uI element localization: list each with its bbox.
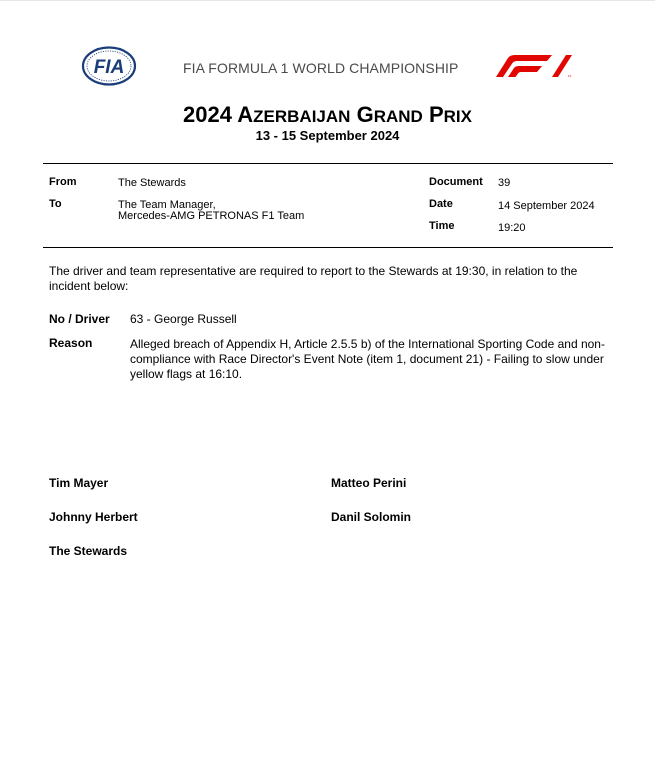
event-title xyxy=(0,102,655,128)
reason-label: Reason xyxy=(49,336,93,350)
signature-left-3: The Stewards xyxy=(49,544,128,558)
fia-logo-icon xyxy=(81,46,137,86)
driver-value: 63 - George Russell xyxy=(130,312,237,326)
signature-left-2: Johnny Herbert xyxy=(49,510,138,524)
time-value: 19:20 xyxy=(498,222,526,234)
to-label: To xyxy=(49,198,62,210)
to-value-line2: Mercedes-AMG PETRONAS F1 Team xyxy=(118,210,305,222)
from-label: From xyxy=(49,176,77,188)
f1-logo-text: F1 xyxy=(568,74,572,78)
event-year: 2024 xyxy=(183,102,232,127)
event-word-3: PRIX xyxy=(428,102,472,127)
document-value: 39 xyxy=(498,177,511,189)
divider-bottom xyxy=(43,247,613,248)
signature-left-1: Tim Mayer xyxy=(49,476,109,490)
date-label: Date xyxy=(429,198,453,210)
signature-right-1: Matteo Perini xyxy=(331,476,407,490)
date-value: 14 September 2024 xyxy=(498,200,595,212)
document-label: Document xyxy=(429,176,483,188)
driver-label: No / Driver xyxy=(49,312,110,326)
divider-top xyxy=(43,163,613,164)
championship-name: FIA FORMULA 1 WORLD CHAMPIONSHIP xyxy=(183,60,459,76)
from-value: The Stewards xyxy=(118,177,186,189)
to-value-line1: The Team Manager, xyxy=(118,199,216,211)
f1-logo-icon xyxy=(494,54,572,78)
time-label: Time xyxy=(429,220,455,232)
intro-paragraph: The driver and team representative are required to report to the Stewards at 19:30, in relation to the incident below: xyxy=(49,264,578,293)
event-word-1: AZERBAIJAN xyxy=(237,102,351,127)
event-word-2: GRAND xyxy=(356,102,423,127)
fia-logo-text: FIA xyxy=(93,57,125,78)
event-dates: 13 - 15 September 2024 xyxy=(255,128,400,143)
page-top-border xyxy=(0,0,655,1)
reason-value: Alleged breach of Appendix H, Article 2.5.5 b) of the International Sporting Code and non-compliance with Race Director's Event Note (item 1, document 21) - Failing to slow under yellow flags at 16:10. xyxy=(130,337,605,381)
signature-right-2: Danil Solomin xyxy=(331,510,412,524)
